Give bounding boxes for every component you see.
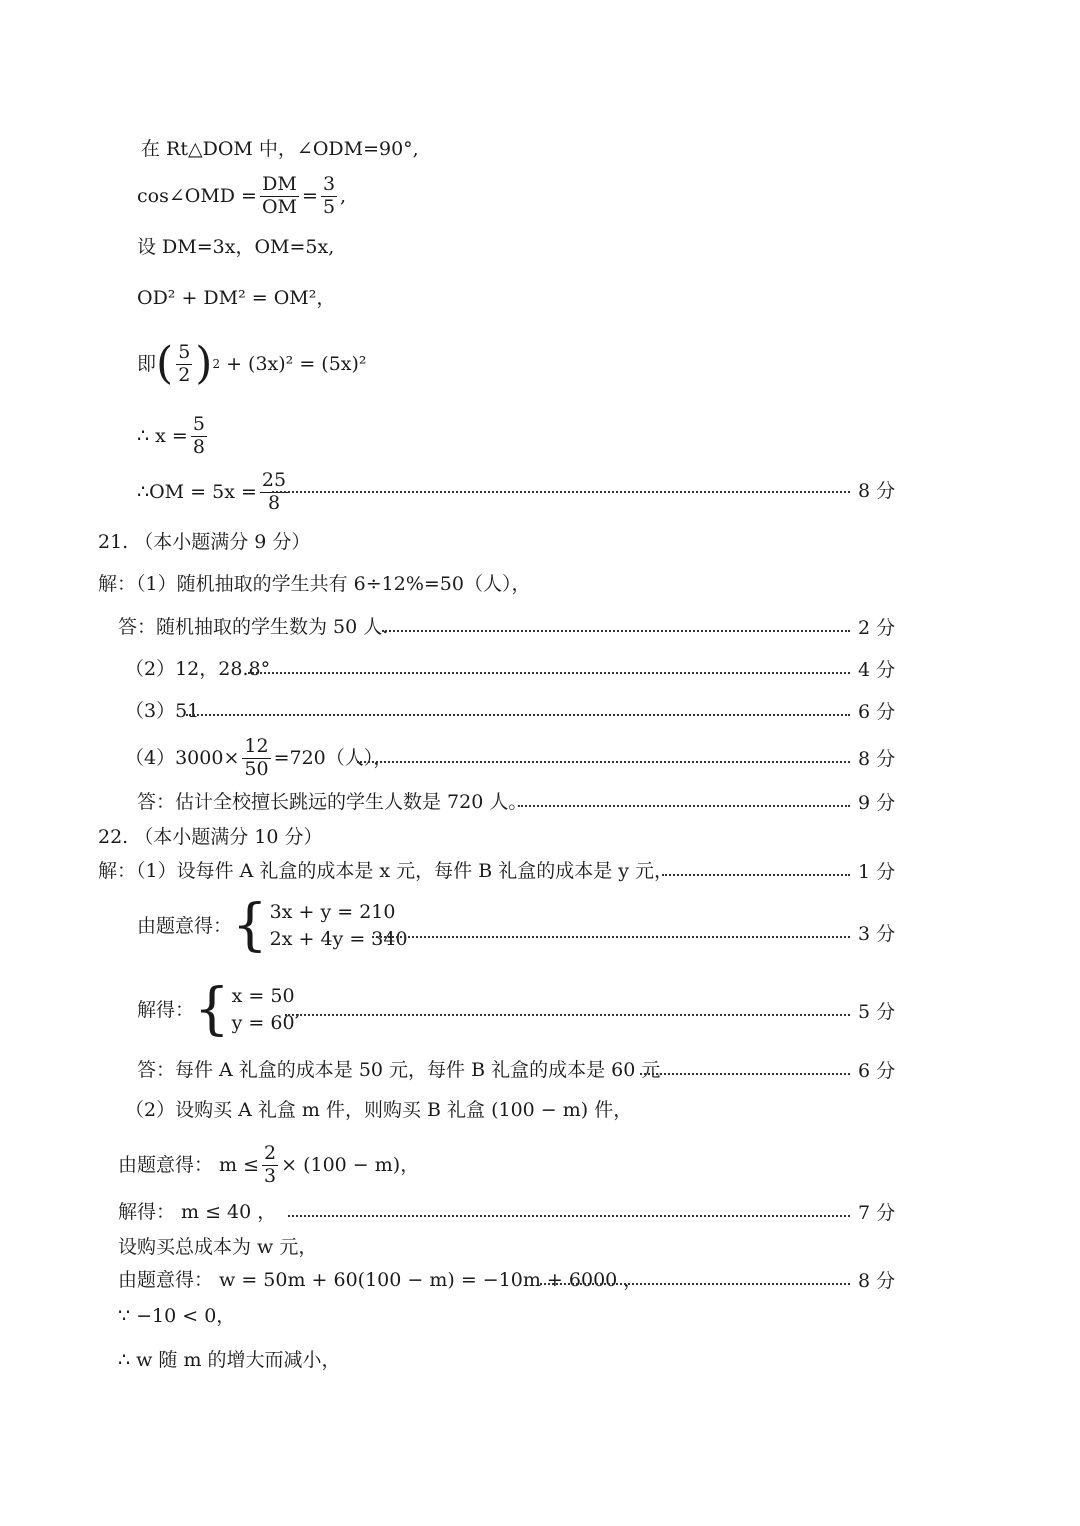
q21-part4-suffix: =720（人）， <box>273 746 393 769</box>
left-brace: { <box>232 893 268 958</box>
q21-answer1 <box>118 618 388 637</box>
fraction-numerator: 3 <box>322 173 336 195</box>
q22-part1-text: 解：（1）设每件 A 礼盒的成本是 x 元，每件 B 礼盒的成本是 y 元， <box>98 860 674 882</box>
rt-triangle-text: 在 Rt△DOM 中，∠ODM=90°, <box>141 138 419 160</box>
q22-part2-text: （2）设购买 A 礼盒 m 件，则购买 B 礼盒 (100 − m) 件， <box>125 1099 633 1121</box>
q22-answer1 <box>137 1061 660 1080</box>
cos-equals: = <box>302 184 318 207</box>
score-q22-w-equation: 8 分 <box>858 1270 896 1292</box>
left-brace: { <box>194 977 230 1042</box>
fraction-denominator: 2 <box>178 363 191 386</box>
dot-leader <box>285 1014 850 1016</box>
pythagoras-text: OD² + DM² = OM²， <box>137 287 336 309</box>
q22-decreasing <box>118 1351 341 1370</box>
dot-leader <box>288 1215 850 1217</box>
q22-title <box>98 828 323 847</box>
x-fraction <box>191 414 207 459</box>
system-row-2: 2x + 4y = 340 <box>269 928 408 950</box>
pythagoras-line <box>137 289 335 308</box>
dot-leader <box>662 874 850 876</box>
q22-w-set-text: 设购买总成本为 w 元， <box>118 1236 318 1258</box>
ji-prefix: 即 <box>137 352 157 375</box>
dot-leader <box>186 714 850 716</box>
q22-inequality-suffix: × (100 − m)， <box>281 1153 420 1176</box>
x-value-line <box>137 414 210 459</box>
q21-part1 <box>98 575 530 594</box>
q22-w-set <box>118 1238 317 1257</box>
q22-answer1-text: 答：每件 A 礼盒的成本是 50 元，每件 B 礼盒的成本是 60 元 <box>137 1059 661 1081</box>
q21-answer1-text: 答：随机抽取的学生数为 50 人. <box>118 616 389 638</box>
q21-title-text: 21. （本小题满分 9 分） <box>98 531 311 553</box>
dot-leader <box>272 491 850 493</box>
dot-leader <box>382 630 850 632</box>
fraction-denominator: 50 <box>244 757 269 780</box>
ji-fraction <box>176 342 192 387</box>
score-q21-answer4: 9 分 <box>858 792 896 814</box>
q22-w-equation-text: 由题意得： w = 50m + 60(100 − m) = −10m + 6000 ， <box>118 1269 643 1291</box>
q21-part2-text: （2）12，28.8° <box>125 658 271 680</box>
q21-part4 <box>125 736 392 781</box>
equation-system <box>232 893 408 958</box>
score-q21-part3: 6 分 <box>858 701 896 723</box>
ji-equation-line: 即 ( $\frac{5}{2}$ ) 2 + (3x)² = (5x)² <box>137 338 367 390</box>
solution-tail: , <box>294 998 301 1021</box>
cos-line <box>137 174 346 219</box>
fraction-numerator: 5 <box>178 341 191 363</box>
q21-answer4-text: 答：估计全校擅长跳远的学生人数是 720 人。 <box>137 791 528 813</box>
cos-tail: , <box>340 184 347 207</box>
q21-part2 <box>125 660 270 679</box>
q22-part2 <box>125 1101 632 1120</box>
score-q22-inequality-solution: 7 分 <box>858 1202 896 1224</box>
q22-system-line <box>137 893 408 958</box>
q21-part3-text: （3）51 <box>125 700 200 722</box>
dot-leader <box>640 1073 850 1075</box>
om-value-line <box>137 470 291 515</box>
rt-triangle-line <box>141 140 419 159</box>
left-paren: ( <box>156 338 174 390</box>
fraction-denominator: 5 <box>322 195 336 218</box>
system-row-1: 3x + y = 210 <box>269 901 396 923</box>
q21-part4-fraction <box>242 736 270 781</box>
q22-negative-text: ∵ −10 < 0， <box>118 1305 236 1327</box>
ji-rest: + (3x)² = (5x)² <box>226 352 367 375</box>
q21-part1-text: 解：（1）随机抽取的学生共有 6÷12%=50（人）， <box>98 573 531 595</box>
right-paren: ) <box>195 338 213 390</box>
score-q22-answer1: 6 分 <box>858 1060 896 1082</box>
score-q21-answer1: 2 分 <box>858 617 896 639</box>
dot-leader <box>357 761 850 763</box>
q22-inequality-solution-text: 解得： m ≤ 40 ， <box>118 1201 277 1223</box>
fraction-denominator: 8 <box>267 491 281 514</box>
q22-part1 <box>98 862 673 881</box>
score-q22-solution: 5 分 <box>858 1001 896 1023</box>
q22-solution-line <box>137 977 301 1042</box>
cos-label: cos∠OMD = <box>137 184 257 207</box>
set-dm-line <box>137 238 334 257</box>
cos-fraction-dm-om <box>260 174 299 219</box>
om-prefix: ∴OM = 5x = <box>137 480 257 503</box>
fraction-numerator: DM <box>262 173 297 195</box>
fraction-numerator: 25 <box>261 469 287 491</box>
fraction-numerator: 5 <box>192 413 205 435</box>
score-q22-system: 3 分 <box>858 923 896 945</box>
q22-decreasing-text: ∴ w 随 m 的增大而减小， <box>118 1349 341 1371</box>
score-q22-part1: 1 分 <box>858 861 896 883</box>
x-prefix: ∴ x = <box>137 424 188 447</box>
q22-negative <box>118 1307 235 1326</box>
dot-leader <box>540 1283 850 1285</box>
score-q21-part2: 4 分 <box>858 659 896 681</box>
q22-inequality-prefix: 由题意得： m ≤ <box>118 1153 260 1176</box>
fraction-numerator: 12 <box>244 735 269 757</box>
fraction-denominator: 8 <box>192 435 205 458</box>
q22-inequality-fraction <box>262 1143 278 1188</box>
q21-answer4 <box>137 793 527 812</box>
q22-inequality-line <box>118 1143 419 1188</box>
q22-solution-label: 解得： <box>137 998 195 1021</box>
set-dm-text: 设 DM=3x，OM=5x, <box>137 236 335 258</box>
q22-w-equation <box>118 1271 642 1290</box>
fraction-denominator: 3 <box>264 1164 277 1187</box>
q22-inequality-solution <box>118 1203 276 1222</box>
solution-system <box>194 977 295 1042</box>
q22-system-label: 由题意得： <box>137 914 233 937</box>
dot-leader <box>372 936 850 938</box>
solution-row-2: y = 60 <box>231 1012 295 1034</box>
q21-part3 <box>125 702 199 721</box>
q21-part4-prefix: （4）3000× <box>125 746 240 769</box>
q21-title <box>98 533 310 552</box>
fraction-numerator: 2 <box>264 1142 277 1164</box>
dot-leader <box>248 672 850 674</box>
dot-leader <box>518 805 850 807</box>
fraction-denominator: OM <box>261 195 298 218</box>
solution-row-1: x = 50 <box>231 985 295 1007</box>
score-om: 8 分 <box>858 480 896 502</box>
score-q21-part4: 8 分 <box>858 748 896 770</box>
q22-title-text: 22. （本小题满分 10 分） <box>98 826 323 848</box>
cos-fraction-3-5 <box>321 174 337 219</box>
